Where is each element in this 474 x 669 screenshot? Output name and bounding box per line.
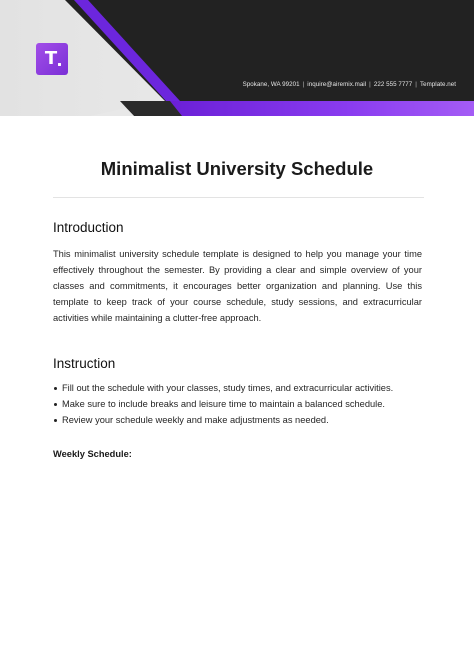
list-item: Make sure to include breaks and leisure time to maintain a balanced schedule. [53, 396, 433, 412]
title-divider [53, 197, 424, 198]
contact-phone: 222 555 7777 [373, 81, 413, 88]
template-logo [36, 43, 68, 75]
contact-email: inquire@airemix.mail [307, 81, 367, 88]
instruction-list [53, 380, 433, 428]
list-item: Review your schedule weekly and make adjustments as needed. [53, 412, 433, 428]
contact-separator: | [369, 81, 371, 88]
banner-graphic [0, 0, 474, 116]
contact-address: Spokane, WA 99201 [242, 81, 300, 88]
contact-separator: | [302, 81, 305, 88]
instruction-heading: Instruction [53, 356, 116, 371]
logo-dot [58, 63, 61, 66]
logo-letter: T [44, 48, 58, 69]
contact-separator: | [415, 81, 417, 88]
weekly-schedule-label: Weekly Schedule: [53, 449, 132, 459]
introduction-paragraph: This minimalist university schedule template is designed to help you manage your time effectively throughout the semester. By providing a clear and simple overview of your classes and commitments, it encourages better organization and planning. Use this template to keep track of your course schedule, study sessions, and extracurricular activities while maintaining a clutter-free approach. [53, 249, 422, 323]
introduction-heading: Introduction [53, 220, 124, 235]
document-title: Minimalist University Schedule [100, 158, 374, 179]
contact-line [243, 81, 456, 88]
list-item: Fill out the schedule with your classes, study times, and extracurricular activities. [53, 380, 433, 396]
letterhead-banner [0, 0, 474, 116]
contact-website: Template.net [419, 81, 456, 88]
